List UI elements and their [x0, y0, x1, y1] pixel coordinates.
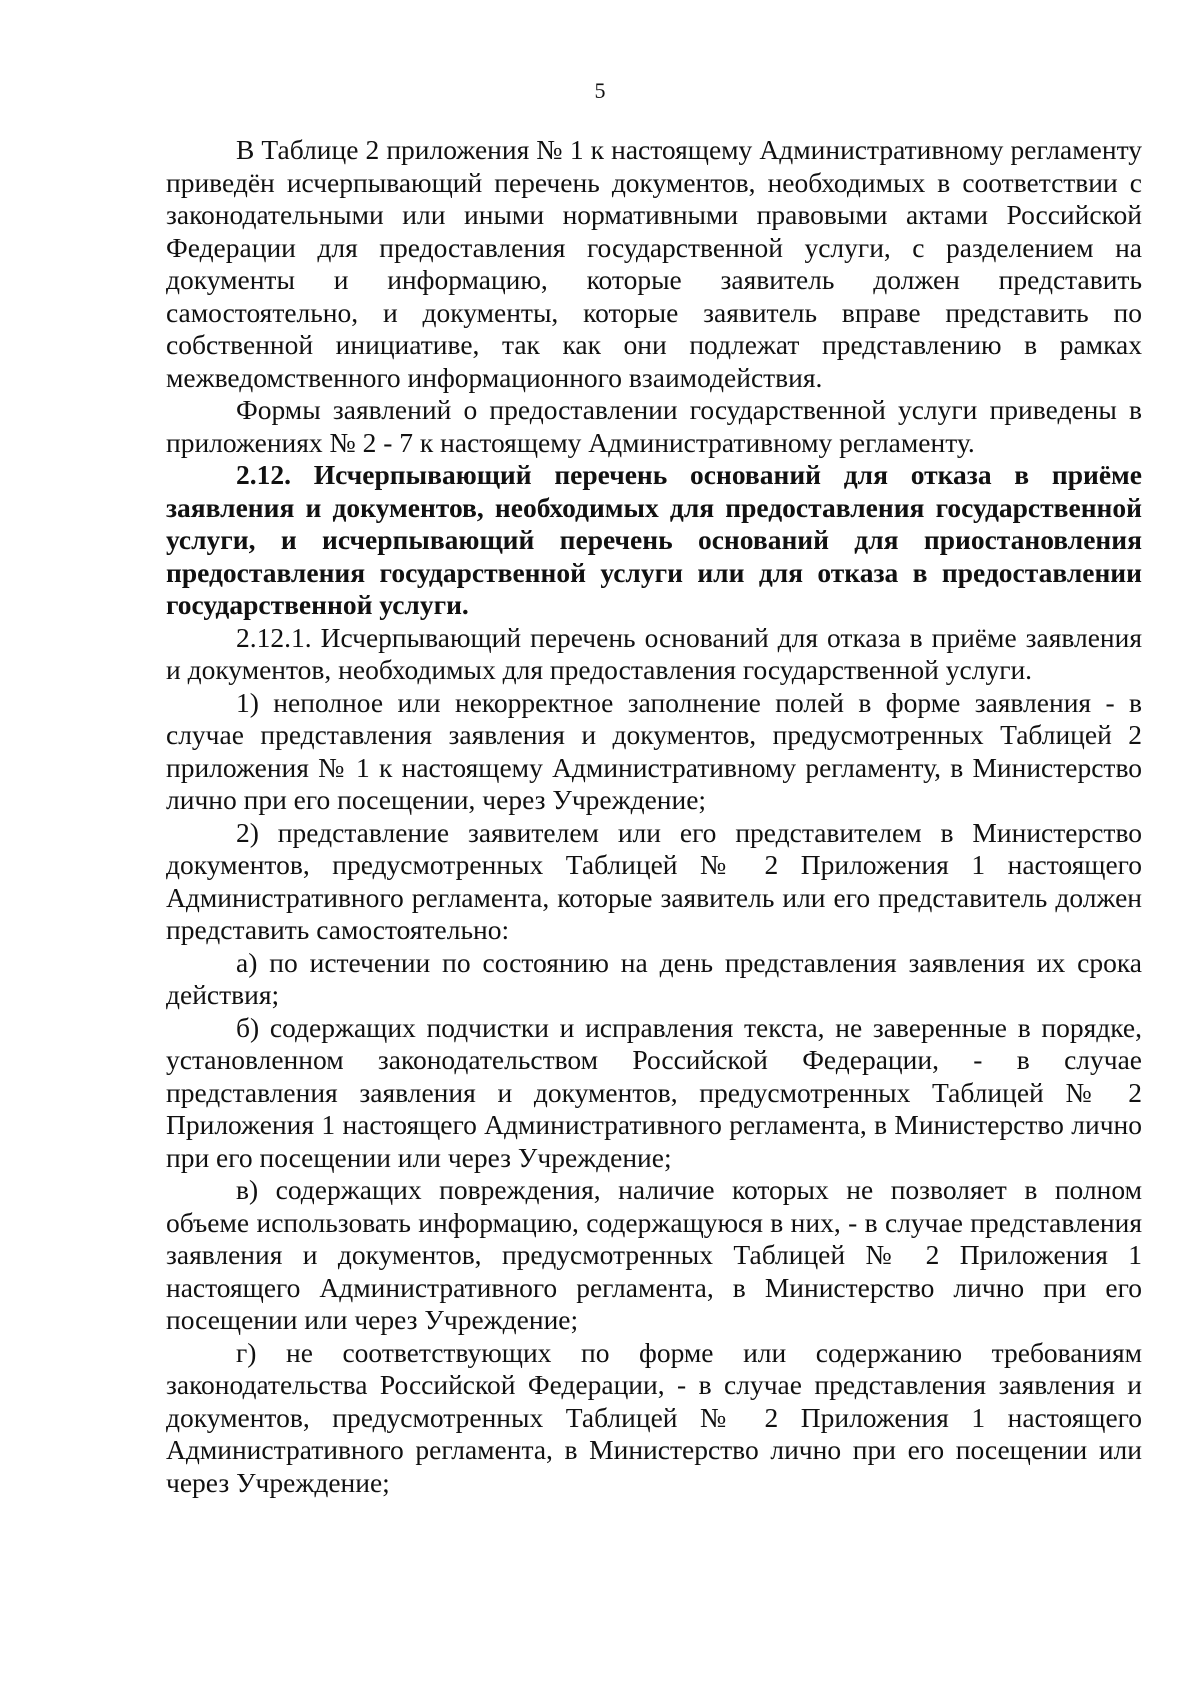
sub-item-b: б) содержащих подчистки и исправления текста, не заверенные в порядке, установленном законодательством Российской Федерации, - в случае представления заявления и документов, предусмотренных Таблицей № 2 Приложения 1 настоящего Административного регламента, в Министерство лично при его посещении или через Учреждение; — [166, 1011, 1142, 1173]
list-item-1: 1) неполное или некорректное заполнение полей в форме заявления - в случае представления заявления и документов, предусмотренных Таблицей 2 приложения № 1 к настоящему Административному регламенту, в Министерство лично при его посещении, через Учреждение; — [166, 686, 1142, 815]
sub-item-v: в) содержащих повреждения, наличие которых не позволяет в полном объеме использовать информацию, содержащуюся в них, - в случае представления заявления и документов, предусмотренных Таблицей № 2 Приложения 1 настоящего Административного регламента, в Министерство лично при его посещении или через Учреждение; — [166, 1174, 1142, 1335]
list-item-2: 2) представление заявителем или его представителем в Министерство документов, предусмотренных Таблицей № 2 Приложения 1 настоящего Административного регламента, которые заявитель или его представитель должен представить самостоятельно: — [166, 816, 1142, 945]
section-heading-2-12: 2.12. Исчерпывающий перечень оснований для отказа в приёме заявления и документов, необходимых для предоставления государственной услуги, и исчерпывающий перечень оснований для приостановления предоставления государственной услуги или для отказа в предоставлении государственной услуги. — [166, 459, 1142, 620]
sub-item-a: а) по истечении по состоянию на день представления заявления их срока действия; — [166, 946, 1142, 1010]
paragraph-application-forms: Формы заявлений о предоставлении государственной услуги приведены в приложениях № 2 - 7 к настоящему Административному регламенту. — [166, 394, 1142, 458]
page-number: 5 — [594, 78, 606, 103]
paragraph-2-12-1: 2.12.1. Исчерпывающий перечень оснований для отказа в приёме заявления и документов, необходимых для предоставления государственной услуги. — [166, 621, 1142, 685]
document-body — [166, 134, 1142, 1499]
paragraph-table2-reference: В Таблице 2 приложения № 1 к настоящему Административному регламенту приведён исчерпывающий перечень документов, необходимых в соответствии с законодательными или иными нормативными правовыми актами Российской Федерации для предоставления государственной услуги, с разделением на документы и информацию, которые заявитель должен представить самостоятельно, и документы, которые заявитель вправе представить по собственной инициативе, так как они подлежат представлению в рамках межведомственного информационного взаимодействия. — [166, 134, 1142, 393]
sub-item-g: г) не соответствующих по форме или содержанию требованиям законодательства Российской Федерации, - в случае представления заявления и документов, предусмотренных Таблицей № 2 Приложения 1 настоящего Административного регламента, в Министерство лично при его посещении или через Учреждение; — [166, 1336, 1142, 1498]
